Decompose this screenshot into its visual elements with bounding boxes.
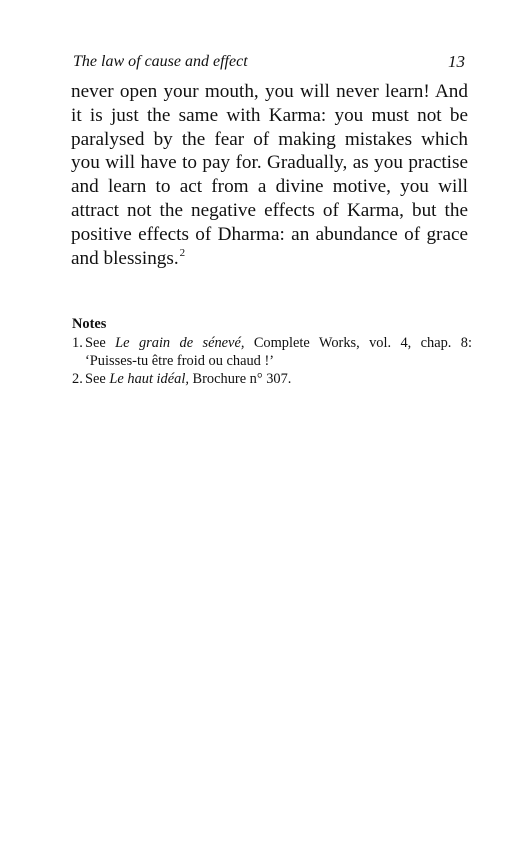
notes-heading: Notes — [72, 316, 107, 332]
footnote-prefix: See — [85, 371, 110, 387]
notes-section — [72, 315, 472, 388]
running-title: The law of cause and effect — [73, 53, 248, 70]
text-line: paralysed by the fear of making mistakes which — [71, 128, 468, 150]
footnote-work-title: Le haut idéal, — [109, 371, 189, 387]
text-line: positive effects of Dharma: an abundance of grace — [71, 223, 468, 245]
footnote-1 — [72, 334, 472, 370]
body-paragraph — [71, 80, 468, 270]
text-line: attract not the negative effects of Karma, but the — [71, 199, 468, 221]
footnote-number: 2. — [72, 371, 83, 387]
text-line: you will have to pay for. Gradually, as you practise — [71, 152, 468, 174]
text-line: and learn to act from a divine motive, you will — [71, 176, 468, 198]
text-line: never open your mouth, you will never learn! And — [71, 81, 468, 102]
footnote-quote: ‘Puisses-tu être froid ou chaud !’ — [85, 353, 275, 369]
footnote-2 — [72, 370, 472, 388]
running-header — [73, 51, 465, 73]
footnote-citation: Brochure n° 307. — [188, 371, 292, 387]
page-number: 13 — [448, 52, 465, 71]
text-line: it is just the same with Karma: you must not be — [71, 104, 468, 126]
footnote-prefix: See — [85, 335, 116, 351]
text-line-content: and blessings. — [71, 247, 179, 269]
footnote-number: 1. — [72, 335, 83, 351]
footnote-line — [85, 370, 472, 388]
footnote-work-title: Le grain de sénevé, — [115, 335, 245, 351]
footnote-line — [85, 334, 472, 352]
text-line-last — [71, 247, 468, 271]
footnote-reference[interactable]: 2 — [179, 247, 186, 260]
footnote-citation: Complete Works, vol. 4, chap. 8: — [244, 335, 472, 351]
